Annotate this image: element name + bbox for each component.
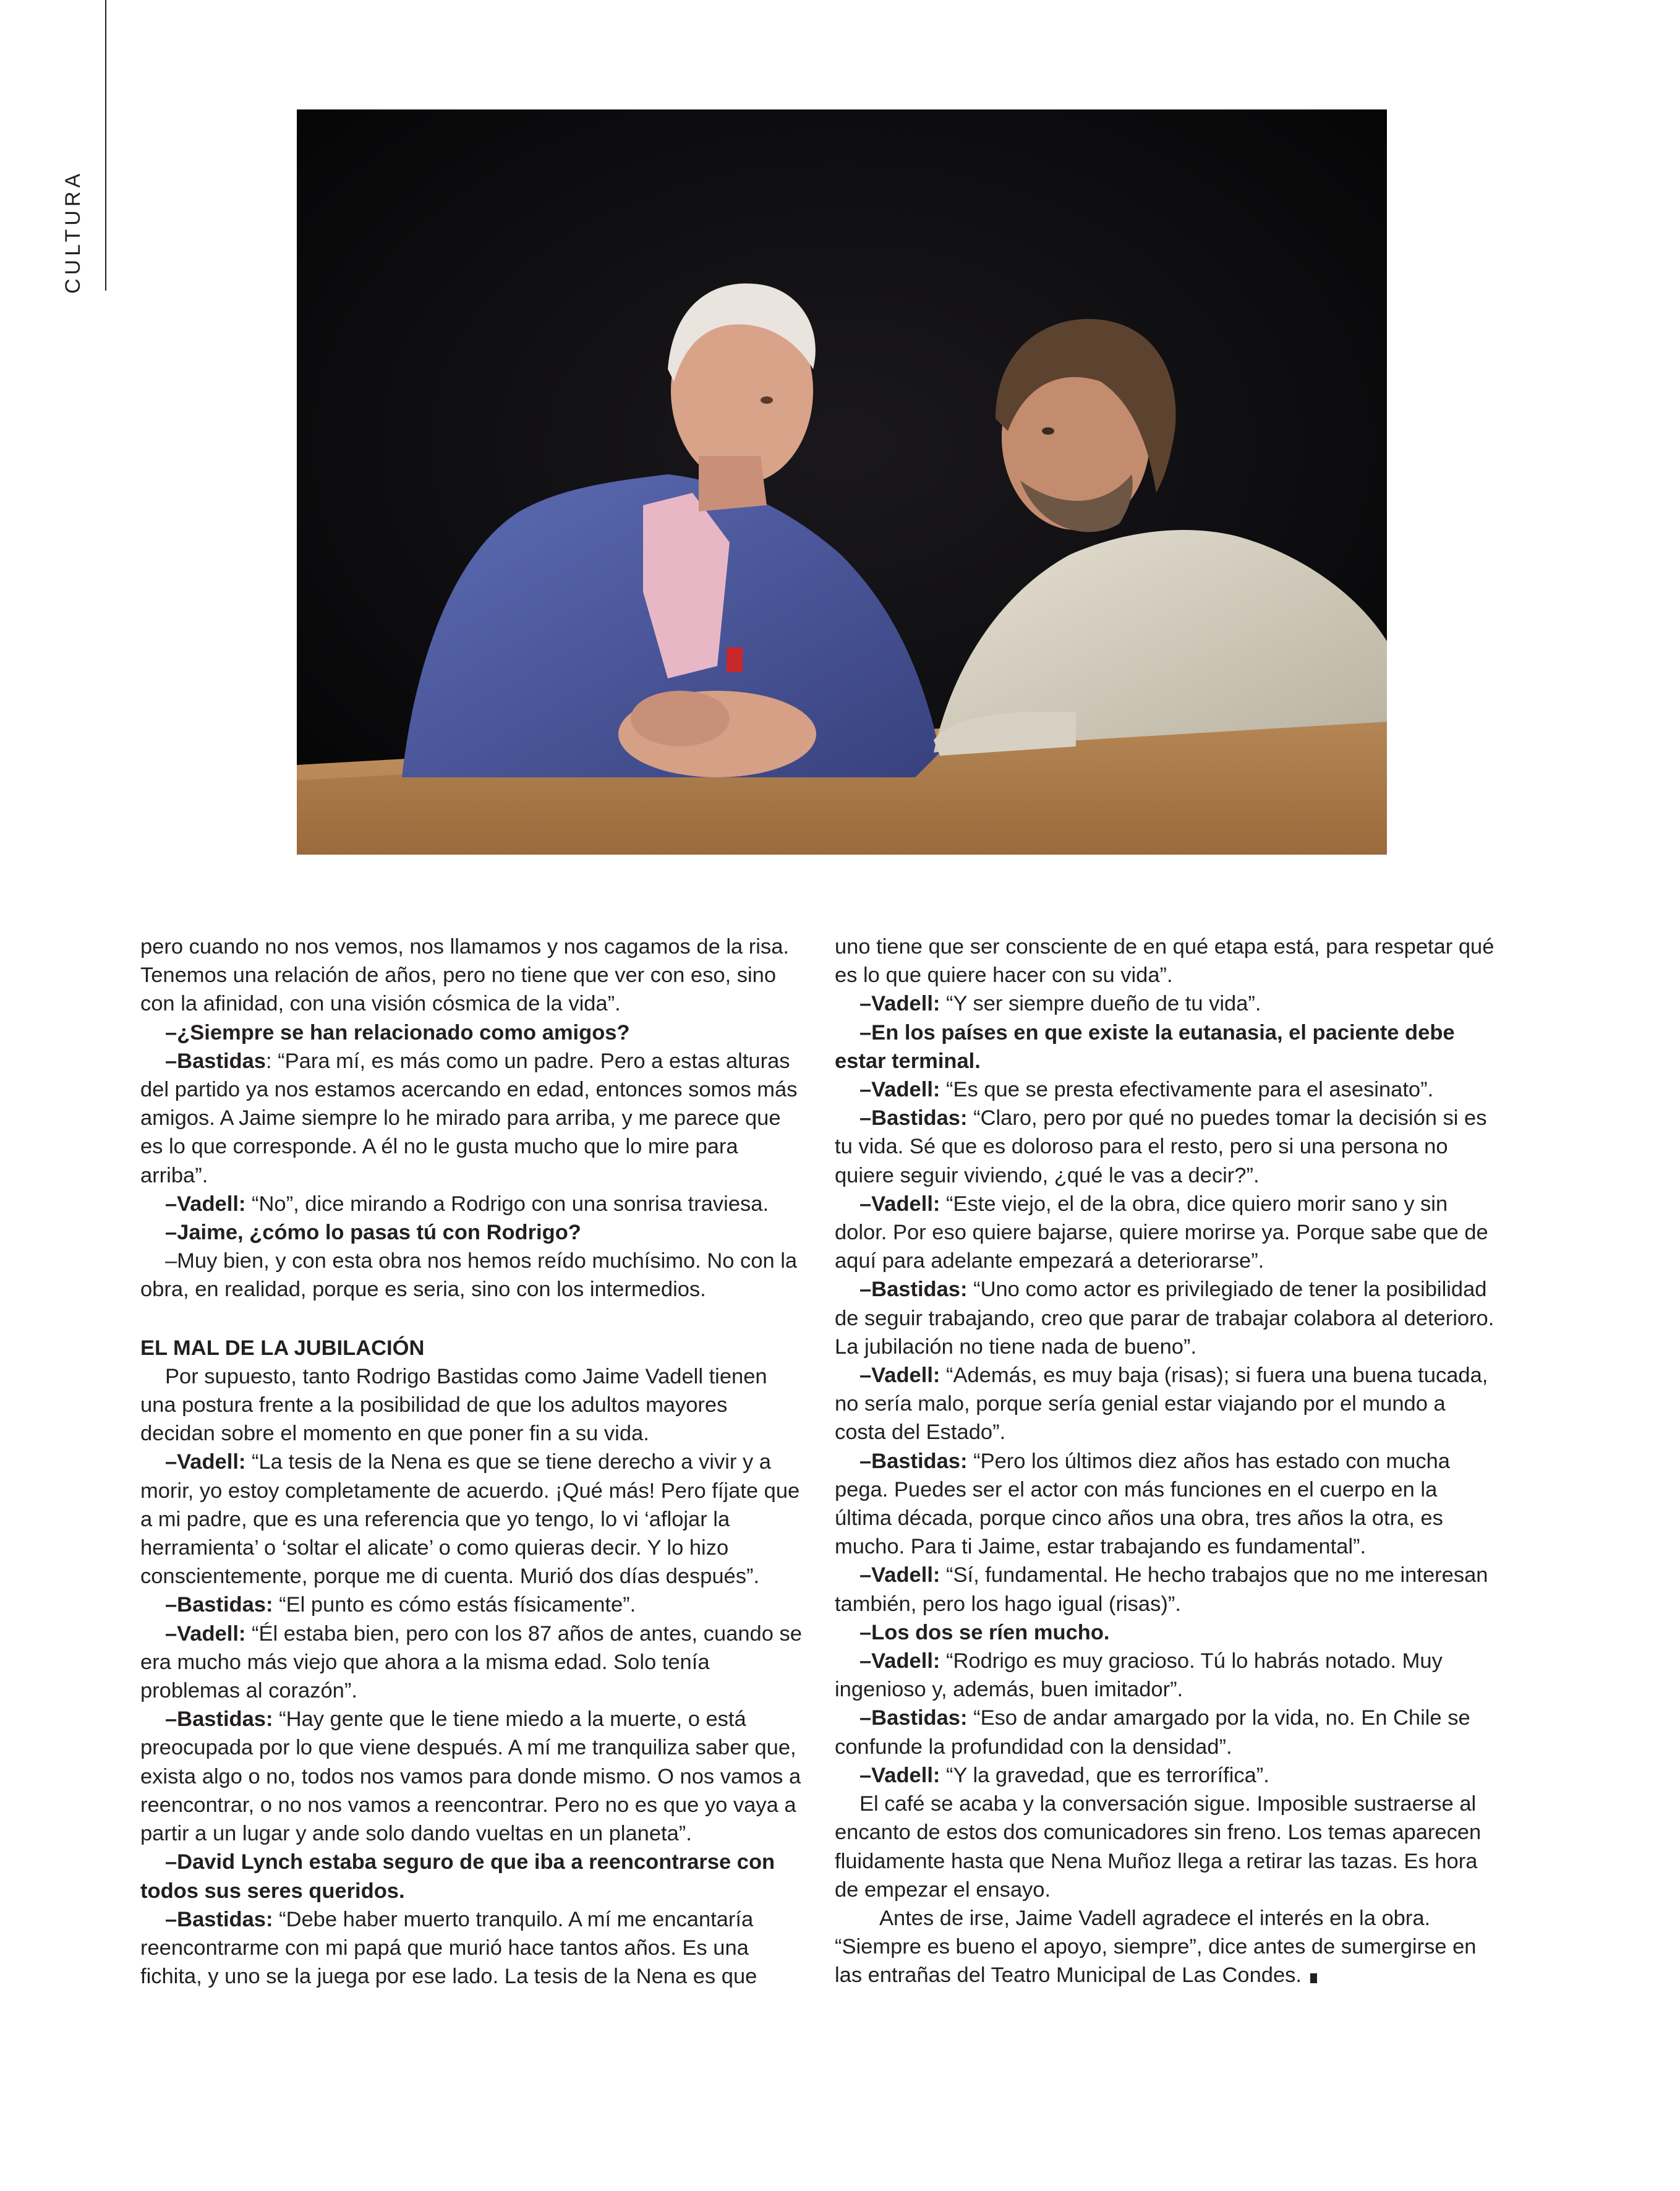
interview-question: –¿Siempre se han relacionado como amigos?: [165, 1020, 630, 1044]
answer-text: “El punto es cómo estás físicamente”.: [273, 1593, 636, 1617]
interview-answer: [140, 1190, 805, 1218]
speaker-label: –Bastidas:: [165, 1593, 273, 1617]
closing-paragraph: [835, 1904, 1499, 1990]
speaker-label: –Vadell:: [859, 1364, 940, 1388]
speaker-label: –Bastidas:: [165, 1907, 273, 1931]
speaker-label: –Bastidas: [165, 1049, 266, 1073]
interview-answer: [140, 1047, 805, 1190]
answer-text: “Sí, fundamental. He hecho trabajos que no me interesan también, pero los hago igual (risas)”.: [835, 1563, 1488, 1616]
speaker-label: –Vadell:: [165, 1450, 246, 1474]
speaker-label: –Vadell:: [859, 992, 940, 1016]
answer-text: “Y la gravedad, que es terrorífica”.: [940, 1763, 1269, 1787]
speaker-label: –Bastidas:: [859, 1449, 968, 1473]
article-photo: [297, 109, 1387, 855]
section-subheading: EL MAL DE LA JUBILACIÓN: [140, 1336, 425, 1360]
interview-answer: [140, 1705, 805, 1848]
interview-answer: [835, 1704, 1499, 1761]
interview-answer: [140, 1448, 805, 1591]
answer-text: “Él estaba bien, pero con los 87 años de antes, cuando se era mucho más viejo que ahora a la misma edad. Solo tenía problemas al corazón”.: [140, 1621, 802, 1703]
end-of-article-mark: [1310, 1973, 1317, 1983]
speaker-label: –Vadell:: [165, 1621, 246, 1646]
answer-text: “Eso de andar amargado por la vida, no. En Chile se confunde la profundidad con la densidad”.: [835, 1706, 1470, 1759]
interview-question: –David Lynch estaba seguro de que iba a reencontrarse con todos sus seres queridos.: [140, 1850, 775, 1903]
answer-text: : “Para mí, es más como un padre. Pero a estas alturas del partido ya nos estamos acercando en edad, entonces somos más amigos. A Jaime siempre lo he mirado para arriba, y me parece que es lo que corresponde. A él no le gusta mucho que lo mire para arriba”.: [140, 1049, 798, 1187]
interview-question: –Jaime, ¿cómo lo pasas tú con Rodrigo?: [165, 1221, 581, 1245]
interview-answer: [835, 1361, 1499, 1447]
paragraph: El café se acaba y la conversación sigue. Imposible sustraerse al encanto de estos dos comunicadores sin freno. Los temas aparecen fluidamente hasta que Nena Muñoz llega a retirar las tazas. Es hora de empezar el ensayo.: [835, 1792, 1482, 1902]
speaker-label: –Vadell:: [859, 1078, 940, 1102]
interview-answer: [835, 1104, 1499, 1190]
interview-answer: [140, 1905, 805, 1991]
answer-text: “No”, dice mirando a Rodrigo con una sonrisa traviesa.: [245, 1192, 769, 1216]
interview-answer: [835, 1190, 1499, 1276]
interview-answer: –Muy bien, y con esta obra nos hemos reído muchísimo. No con la obra, en realidad, porque es seria, sino con los intermedios.: [140, 1249, 798, 1302]
interview-answer: [835, 1761, 1499, 1790]
answer-text: “La tesis de la Nena es que se tiene derecho a vivir y a morir, yo estoy completamente de acuerdo. ¡Qué más! Pero fíjate que a mi padre, que es una referencia que yo tengo, lo vi ‘aflojar la herramienta’ o ‘soltar el alicate’ o como quieras decir. Y lo hizo conscientemente, porque me di cuenta. Murió dos días después”.: [140, 1450, 800, 1589]
answer-text: “Y ser siempre dueño de tu vida”.: [940, 992, 1261, 1016]
photo-two-men-at-table: [297, 109, 1387, 855]
speaker-label: –Bastidas:: [165, 1707, 273, 1732]
speaker-label: –Bastidas:: [859, 1106, 968, 1130]
speaker-label: –Vadell:: [859, 1563, 940, 1587]
section-rule: [105, 0, 106, 291]
answer-text: “Debe haber muerto tranquilo. A mí me encantaría reencontrarme con mi papá que murió hace tantos años. Es una fichita, y uno se la juega por ese lado. La tesis de la Nena es que: [140, 1907, 757, 1989]
answer-text: “Además, es muy baja (risas); si fuera una buena tucada, no sería malo, porque sería genial estar viajando por el mundo a costa del Estado”.: [835, 1364, 1488, 1445]
answer-text: “Este viejo, el de la obra, dice quiero morir sano y sin dolor. Por eso quiere bajarse, quiere morirse ya. Porque sabe que de aquí para adelante empezará a deteriorarse”.: [835, 1192, 1488, 1273]
interview-answer: [835, 1647, 1499, 1704]
section-label: CULTURA: [61, 169, 85, 294]
interview-answer: [835, 1447, 1499, 1561]
closing-text: Antes de irse, Jaime Vadell agradece el interés en la obra. “Siempre es bueno el apoyo, siempre”, dice antes de sumergirse en las entrañas del Teatro Municipal de Las Condes.: [835, 1906, 1477, 1988]
interview-answer: [835, 1561, 1499, 1618]
speaker-label: –Vadell:: [165, 1192, 246, 1216]
speaker-label: –Vadell:: [859, 1192, 940, 1216]
answer-text: “Pero los últimos diez años has estado con mucha pega. Puedes ser el actor con más funciones en el cuerpo en la última década, porque cinco años una obra, tres años la otra, es mucho. Para ti Jaime, estar trabajando es fundamental”.: [835, 1449, 1450, 1559]
article-column-left: [140, 933, 805, 1991]
interview-question: –Los dos se ríen mucho.: [859, 1620, 1110, 1644]
article-column-right: [835, 933, 1499, 1990]
interview-answer: [835, 989, 1499, 1018]
interview-answer: [140, 1591, 805, 1619]
speaker-label: –Bastidas:: [859, 1278, 968, 1302]
answer-text: “Rodrigo es muy gracioso. Tú lo habrás notado. Muy ingenioso y, además, buen imitador”.: [835, 1649, 1443, 1702]
interview-answer: [835, 1075, 1499, 1104]
interview-question: –En los países en que existe la eutanasia, el paciente debe estar terminal.: [835, 1020, 1455, 1073]
interview-answer: [140, 1620, 805, 1706]
answer-text: “Es que se presta efectivamente para el asesinato”.: [940, 1078, 1434, 1102]
answer-text: “Uno como actor es privilegiado de tener la posibilidad de seguir trabajando, creo que parar de trabajar colabora al deterioro. La jubilación no tiene nada de bueno”.: [835, 1278, 1495, 1359]
paragraph: pero cuando no nos vemos, nos llamamos y nos cagamos de la risa. Tenemos una relación de años, pero no tiene que ver con eso, sino con la afinidad, con una visión cósmica de la vida”.: [140, 935, 789, 1016]
interview-answer: [835, 1275, 1499, 1361]
answer-text: “Claro, pero por qué no puedes tomar la decisión si es tu vida. Sé que es doloroso para el resto, pero si una persona no quiere seguir viviendo, ¿qué le vas a decir?”.: [835, 1106, 1487, 1187]
paragraph: Por supuesto, tanto Rodrigo Bastidas como Jaime Vadell tienen una postura frente a la posibilidad de que los adultos mayores decidan sobre el momento en que poner fin a su vida.: [140, 1364, 767, 1446]
speaker-label: –Vadell:: [859, 1649, 940, 1673]
speaker-label: –Vadell:: [859, 1763, 940, 1787]
speaker-label: –Bastidas:: [859, 1706, 968, 1730]
paragraph: uno tiene que ser consciente de en qué etapa está, para respetar qué es lo que quiere hacer con su vida”.: [835, 935, 1495, 988]
answer-text: “Hay gente que le tiene miedo a la muerte, o está preocupada por lo que viene después. A mí me tranquiliza saber que, exista algo o no, todos nos vamos para donde mismo. O nos vamos a reencontrar, o no nos vamos a reencontrar. Pero no es que yo vaya a partir a un lugar y ande solo dando vueltas en un planeta”.: [140, 1707, 801, 1846]
